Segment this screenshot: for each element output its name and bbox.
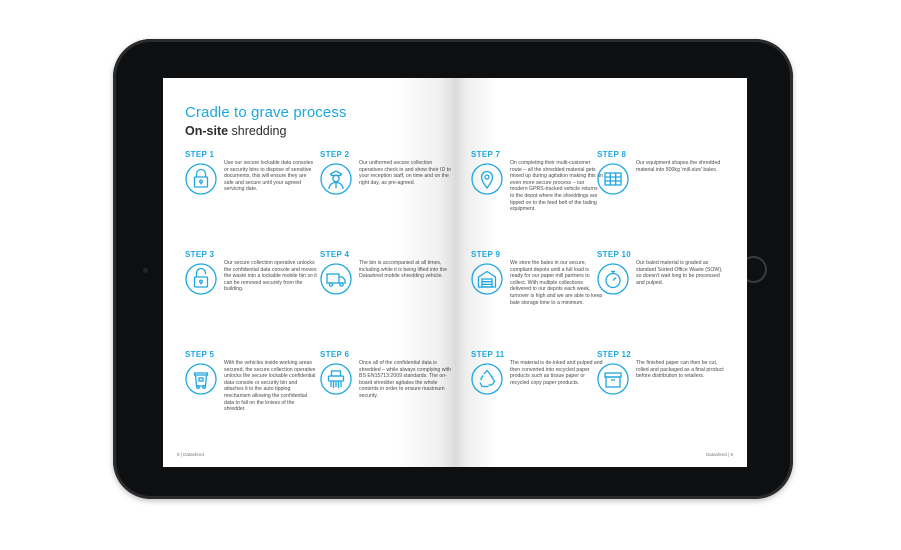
step-label: STEP 8 — [597, 150, 627, 159]
step-description: Use our secure lockable data consoles or security bins to dispose of sensitive documents, this will ensure they are safe and secure until your agreed servicing date. — [224, 160, 314, 193]
step-label: STEP 10 — [597, 250, 631, 259]
footer-left: 8 | Datashred — [177, 452, 204, 457]
step-description: The bin is accompanied at all times, including while it is being lifted into the Datashred mobile shredding vehicle. — [359, 260, 447, 280]
step-3 — [185, 250, 325, 350]
recycle-icon — [471, 363, 503, 395]
subtitle-rest: shredding — [228, 124, 287, 138]
stopwatch-icon — [597, 263, 629, 295]
step-6 — [320, 350, 460, 450]
screen — [163, 78, 747, 467]
padlock-icon — [185, 163, 217, 195]
step-label: STEP 7 — [471, 150, 501, 159]
step-description: Our baled material is graded as standard Sorted Office Waste (SOW), so doesn't wait long to be processed and pulped. — [636, 260, 723, 286]
step-label: STEP 6 — [320, 350, 350, 359]
step-10 — [597, 250, 737, 350]
front-camera — [143, 268, 148, 273]
page-subtitle — [185, 124, 286, 138]
right-page — [455, 78, 747, 467]
step-label: STEP 9 — [471, 250, 501, 259]
step-4 — [320, 250, 460, 350]
step-9 — [471, 250, 611, 350]
step-description: We store the bales in our secure, compliant depots until a full load is ready for our paper mill partners to collect. With multiple collections delivered to our depots each week, turnover is high and we are able to keep bale storage time to a minimum. — [510, 260, 603, 306]
unlocked-padlock-icon — [185, 263, 217, 295]
shredder-icon — [320, 363, 352, 395]
step-1 — [185, 150, 325, 250]
step-2 — [320, 150, 460, 250]
security-officer-icon — [320, 163, 352, 195]
left-page — [163, 78, 455, 467]
step-label: STEP 11 — [471, 350, 505, 359]
map-pin-icon — [471, 163, 503, 195]
step-description: Our uniformed secure collection operatives check in and show their ID to your reception staff, on time and on the right day, as pre-agreed. — [359, 160, 451, 186]
step-description: Our secure collection operative unlocks the confidential data console and moves the waste into a lockable mobile bin so it can be removed securely from the building. — [224, 260, 317, 293]
footer-right: Datashred | 9 — [706, 452, 733, 457]
warehouse-icon — [471, 263, 503, 295]
wheelie-bin-icon — [185, 363, 217, 395]
step-label: STEP 3 — [185, 250, 215, 259]
step-description: Our equipment shapes the shredded material into 500kg 'mill-size' bales. — [636, 160, 721, 173]
step-description: Once all of the confidential data is shredded – while always complying with BS EN15713:2009 standards. The on-board shredder agitates the whole contents in order to ensure maximum security. — [359, 360, 451, 399]
step-label: STEP 1 — [185, 150, 215, 159]
step-label: STEP 4 — [320, 250, 350, 259]
page-title: Cradle to grave process — [185, 104, 347, 121]
step-5 — [185, 350, 325, 450]
truck-icon — [320, 263, 352, 295]
step-label: STEP 2 — [320, 150, 350, 159]
step-label: STEP 12 — [597, 350, 631, 359]
box-icon — [597, 363, 629, 395]
step-label: STEP 5 — [185, 350, 215, 359]
step-8 — [597, 150, 737, 250]
step-description: On completing their multi-customer route – all the shredded material gets mixed up during agitation making this an even more secure process – our modern GPRS-tracked vehicle returns to the depot where the shreddings are tipped on to the feed belt of the baling equipment. — [510, 160, 603, 213]
step-12 — [597, 350, 737, 450]
subtitle-bold: On-site — [185, 124, 229, 138]
step-description: With the vehicles inside working areas secured, the secure collection operative unlocks the secure lockable confidential data console or security bin and attaches it to the auto tipping mechanism allowing the confidential data to fall on the knives of the shredder. — [224, 360, 316, 413]
step-7 — [471, 150, 611, 250]
step-description: The material is de-inked and pulped and then converted into recycled paper products such as tissue paper or recycled copy paper products. — [510, 360, 603, 386]
step-11 — [471, 350, 611, 450]
bale-icon — [597, 163, 629, 195]
step-description: The finished paper can then be cut, rolled and packaged as a final product before distribution to retailers. — [636, 360, 724, 380]
